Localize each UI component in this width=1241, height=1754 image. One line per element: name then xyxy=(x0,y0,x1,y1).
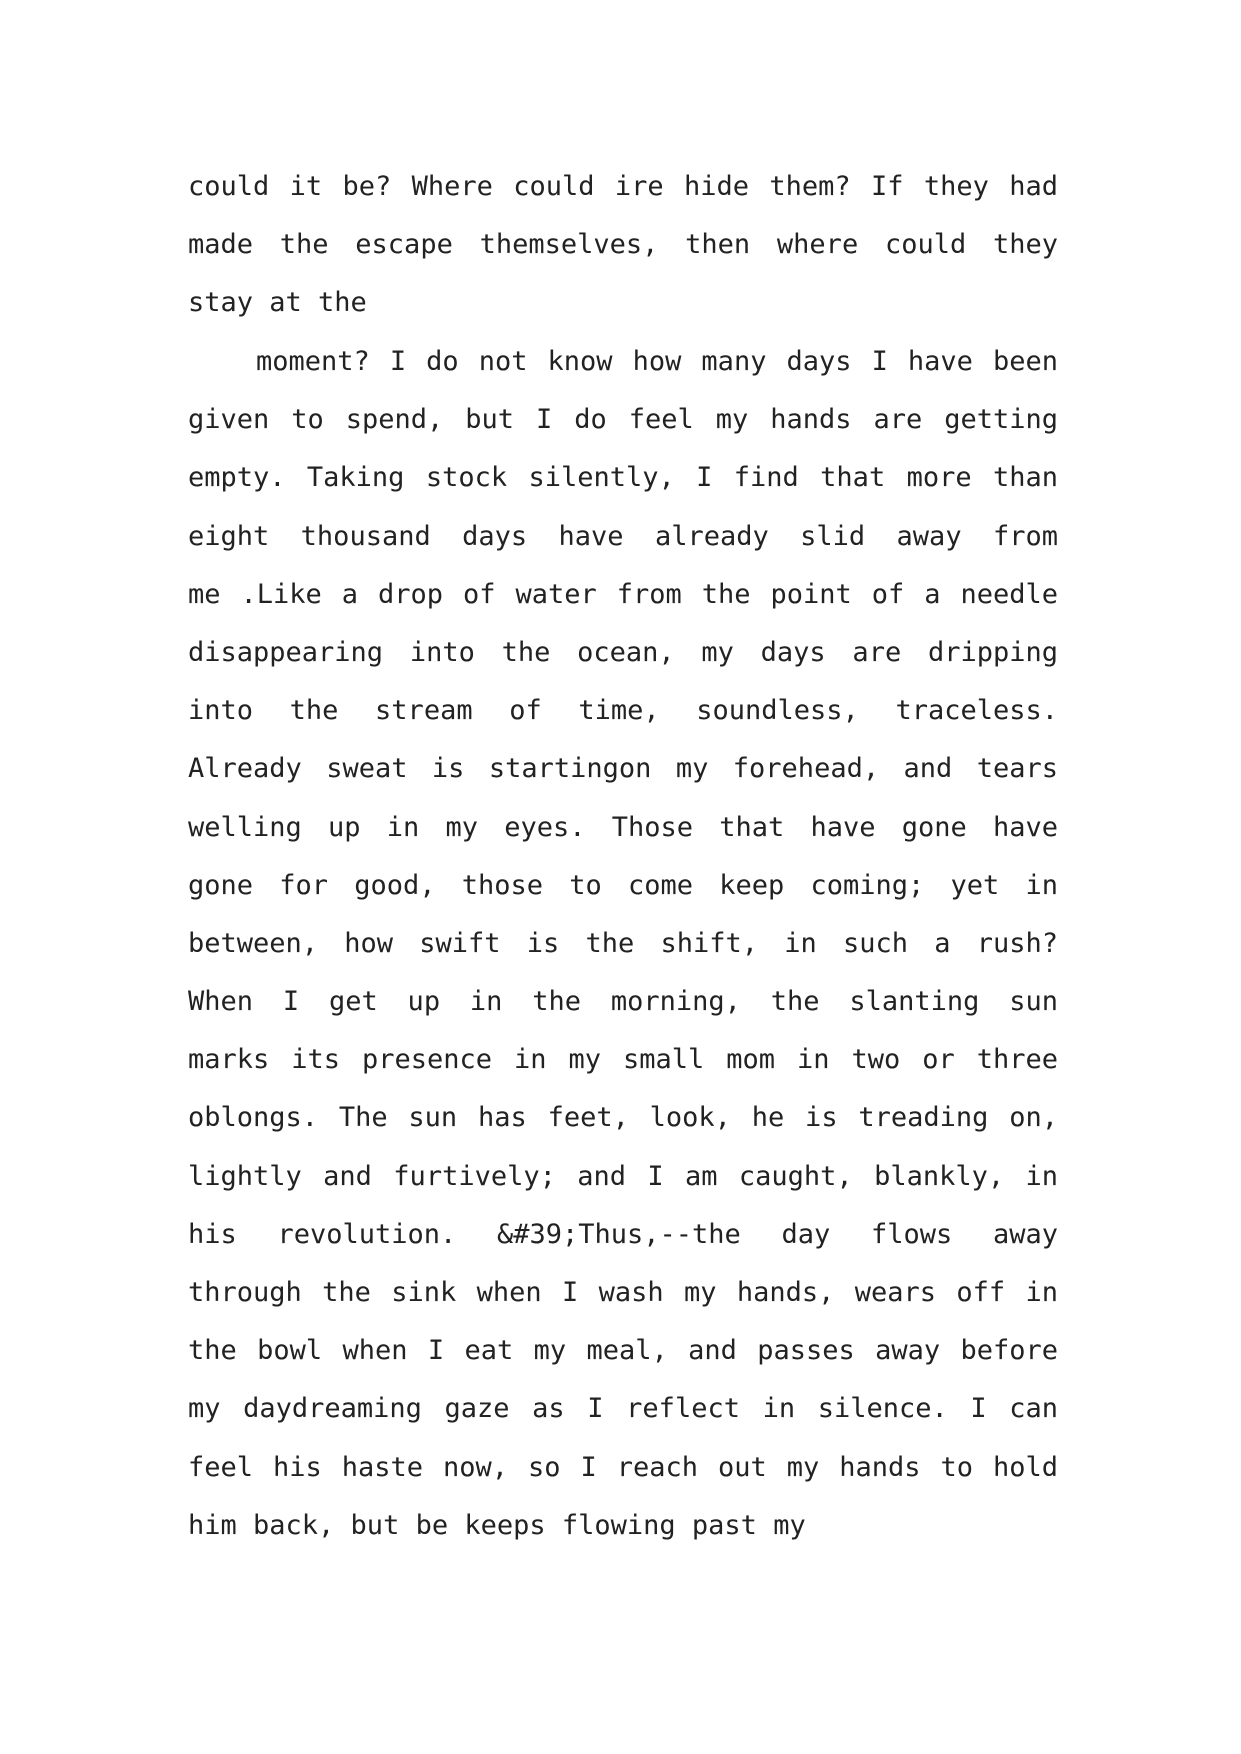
paragraph-2 xyxy=(188,333,1058,1555)
text-line: between, how swift is the shift, in such a rush? xyxy=(188,927,1058,959)
text-line: moment? I do not know how many days I have been xyxy=(256,346,1058,377)
text-line: welling up in my eyes. Those that have gone have xyxy=(188,811,1058,843)
text-line: could it be? Where could ire hide them? If they had xyxy=(188,171,1058,202)
text-line: lightly and furtively; and I am caught, blankly, in xyxy=(188,1160,1058,1192)
text-line: the bowl when I eat my meal, and passes away before xyxy=(188,1335,1058,1367)
text-line: given to spend, but I do feel my hands are getting xyxy=(188,404,1058,436)
text-line: his revolution. &#39;Thus,--the day flows away xyxy=(188,1218,1058,1250)
text-line: stay at the xyxy=(188,287,367,319)
text-line: feel his haste now, so I reach out my hands to hold xyxy=(188,1451,1058,1483)
text-line: gone for good, those to come keep coming; yet in xyxy=(188,869,1058,901)
text-line: made the escape themselves, then where could they xyxy=(188,229,1058,261)
paragraph-1 xyxy=(188,158,1058,333)
text-line: eight thousand days have already slid away from xyxy=(188,520,1058,552)
text-line: into the stream of time, soundless, traceless. xyxy=(188,695,1058,727)
text-line: disappearing into the ocean, my days are dripping xyxy=(188,636,1058,668)
text-line: me .Like a drop of water from the point of a needle xyxy=(188,578,1058,610)
text-line: marks its presence in my small mom in two or three xyxy=(188,1044,1058,1076)
text-line: my daydreaming gaze as I reflect in silence. I can xyxy=(188,1393,1058,1425)
text-line: oblongs. The sun has feet, look, he is treading on, xyxy=(188,1102,1058,1134)
text-line: empty. Taking stock silently, I find that more than xyxy=(188,462,1058,494)
text-line: him back, but be keeps flowing past my xyxy=(188,1509,806,1541)
text-line: When I get up in the morning, the slanting sun xyxy=(188,986,1058,1018)
text-line: Already sweat is startingon my forehead, and tears xyxy=(188,753,1058,785)
text-line: through the sink when I wash my hands, wears off in xyxy=(188,1277,1058,1308)
